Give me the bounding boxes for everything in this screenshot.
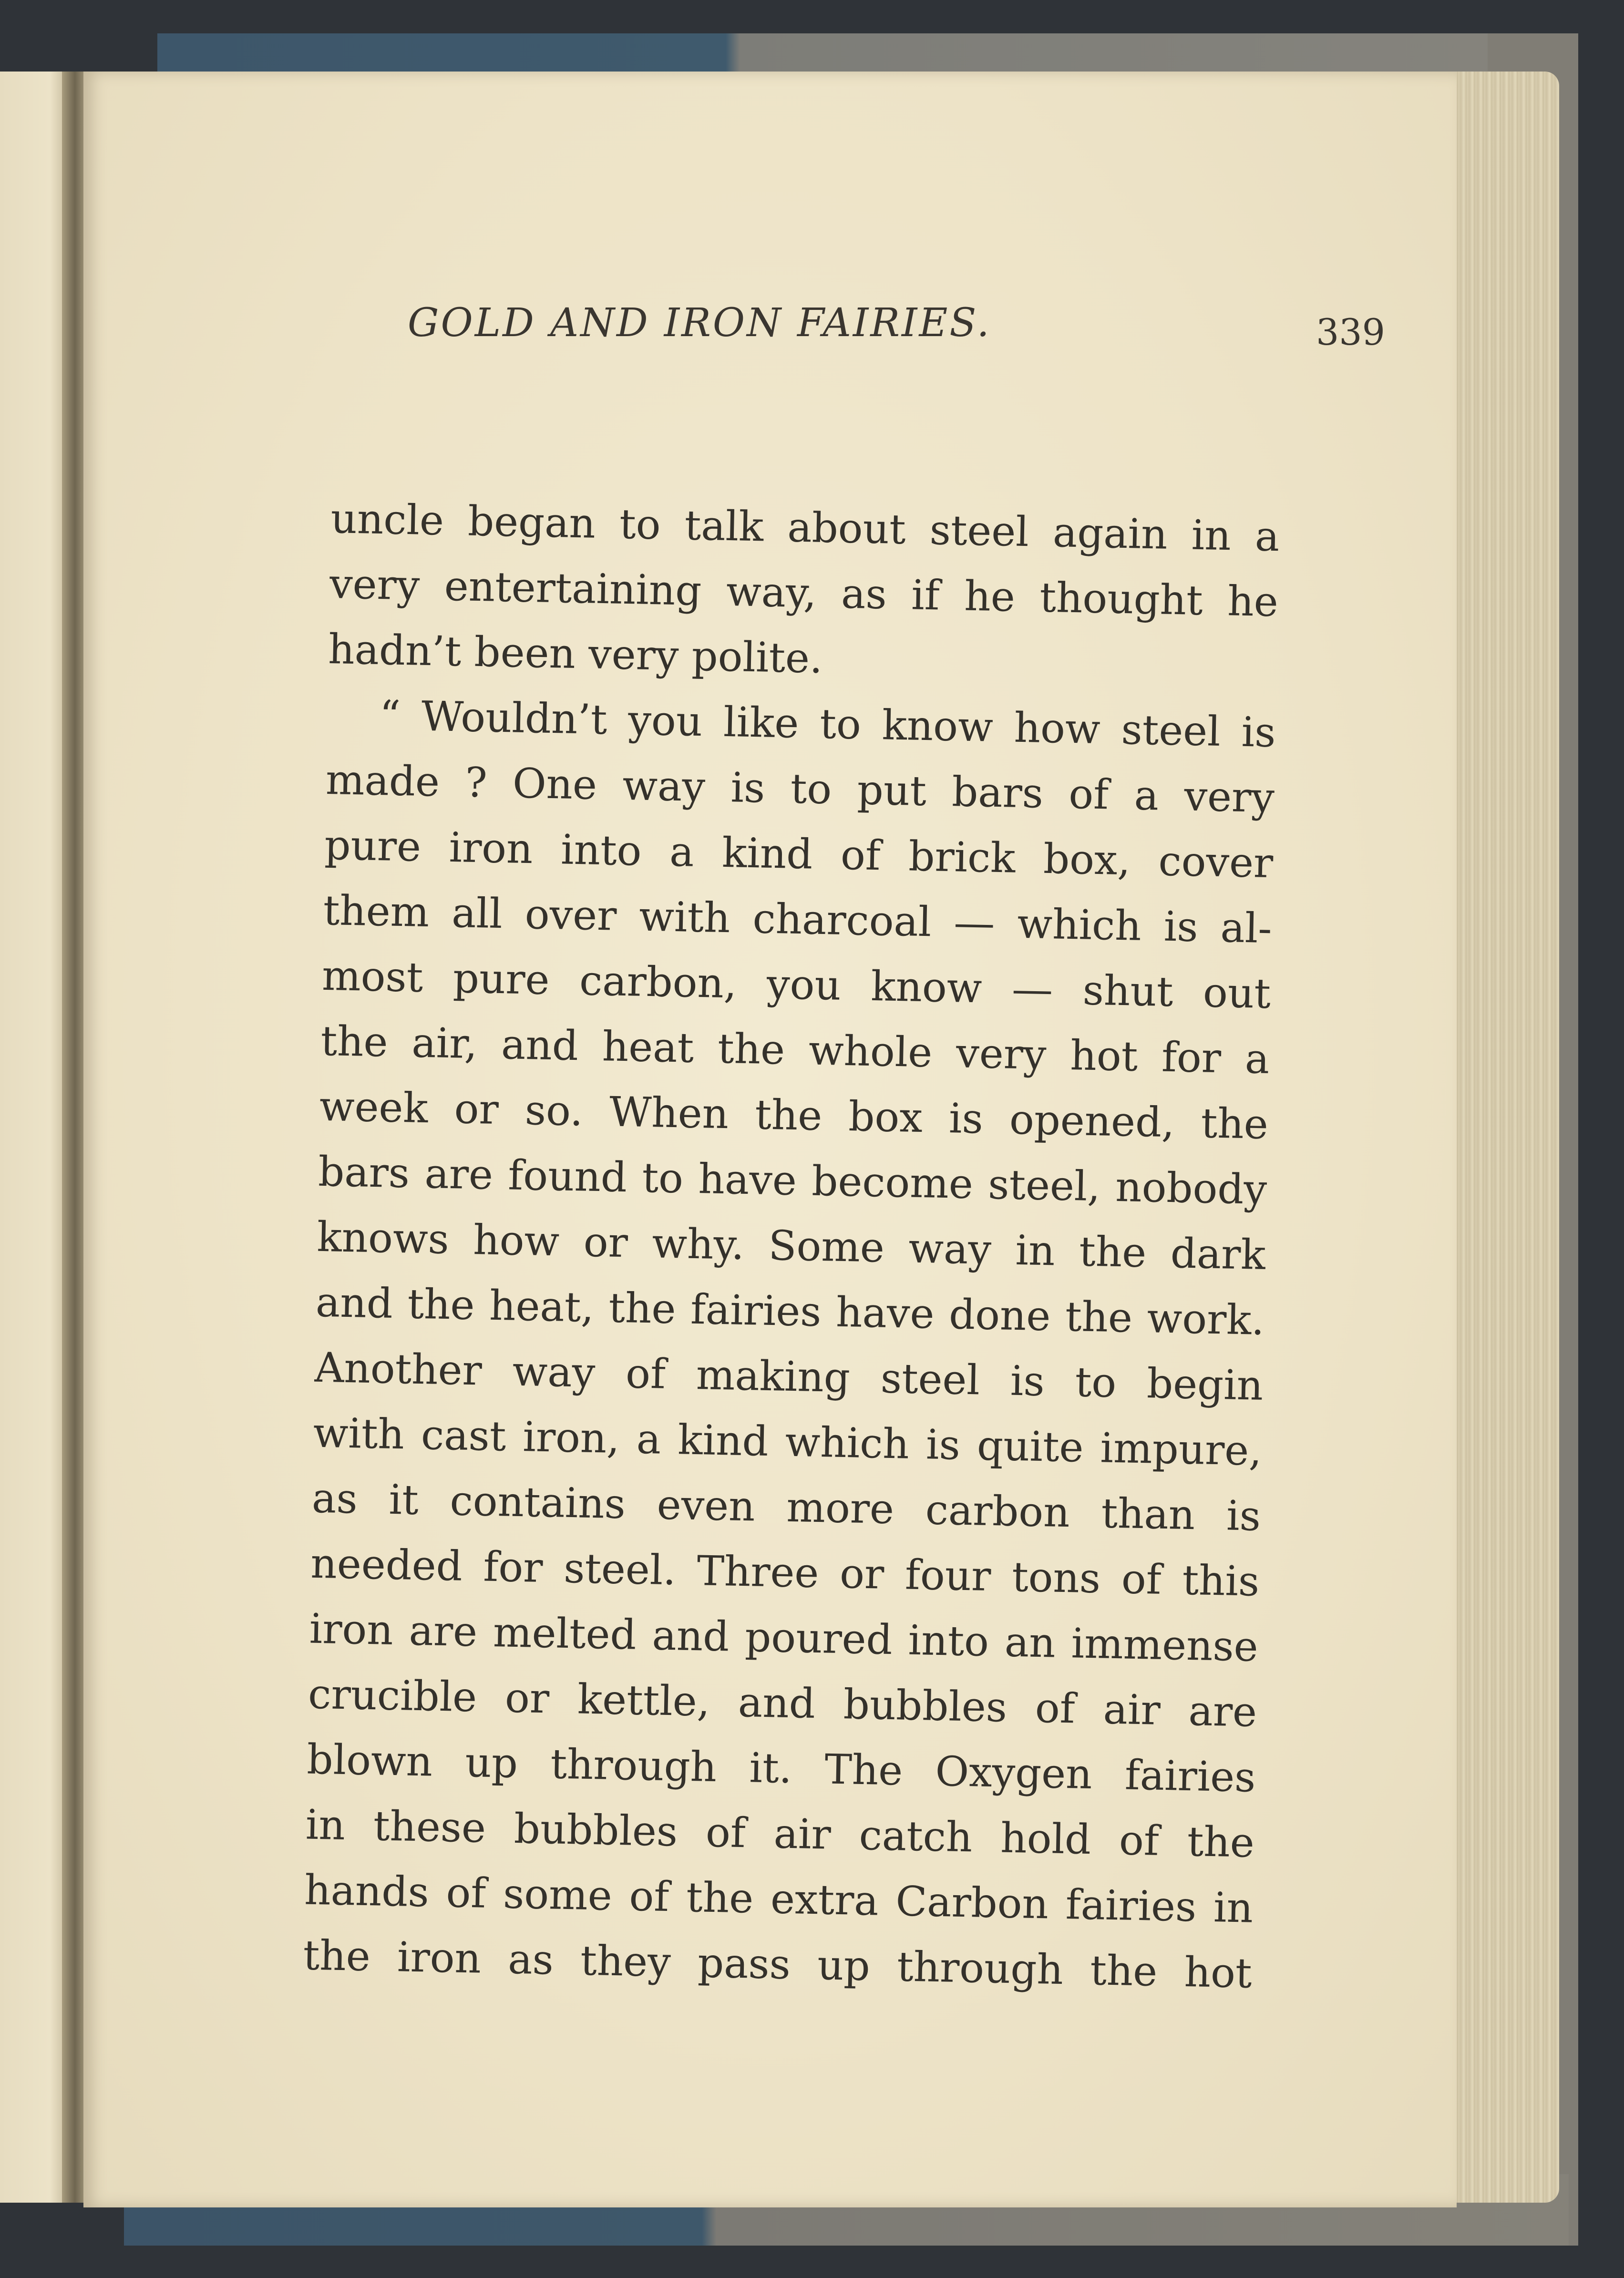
text-line: hadn’t been very polite. — [328, 625, 823, 683]
text-line: bars are found to have become steel, nobody — [318, 1148, 1267, 1214]
text-line: the iron as they pass up through the hot — [302, 1931, 1253, 1998]
text-line: in these bubbles of air catch hold of the — [305, 1801, 1255, 1867]
text-line: crucible or kettle, and bubbles of air are — [308, 1670, 1257, 1736]
text-line: as it contains even more carbon than is — [311, 1474, 1261, 1540]
text-line: most pure carbon, you know — shut out — [321, 952, 1271, 1018]
text-line: the air, and heat the whole very hot for a — [320, 1017, 1270, 1083]
text-line: knows how or why. Some way in the dark — [316, 1213, 1266, 1279]
text-line: made ? One way is to put bars of a very — [325, 756, 1275, 822]
text-line: and the heat, the fairies have done the work. — [315, 1278, 1265, 1344]
text-line: needed for steel. Three or four tons of this — [310, 1539, 1260, 1606]
text-line: hands of some of the extra Carbon fairies in — [304, 1866, 1254, 1932]
page-number: 339 — [1316, 311, 1385, 353]
right-page — [83, 72, 1457, 2207]
text-line: uncle began to talk about steel again in a — [330, 494, 1280, 561]
text-line: pure iron into a kind of brick box, cover — [324, 821, 1274, 888]
running-title: GOLD AND IRON FAIRIES. — [408, 300, 991, 346]
text-line: Another way of making steel is to begin — [314, 1344, 1264, 1410]
text-line: week or so. When the box is opened, the — [319, 1082, 1269, 1149]
text-line: blown up through it. The Oxygen fairies — [306, 1735, 1256, 1802]
text-line: very entertaining way, as if he thought he — [329, 560, 1279, 626]
running-head — [408, 300, 1385, 358]
page-edges-stack — [1449, 72, 1559, 2203]
text-line: “ Wouldn’t you like to know how steel is — [379, 692, 1276, 757]
text-line: them all over with charcoal — which is al- — [322, 886, 1273, 953]
text-line: with cast iron, a kind which is quite impure, — [312, 1409, 1263, 1475]
left-page-sliver — [0, 72, 72, 2203]
text-line: iron are melted and poured into an immense — [309, 1605, 1259, 1671]
body-text — [303, 486, 1280, 2007]
